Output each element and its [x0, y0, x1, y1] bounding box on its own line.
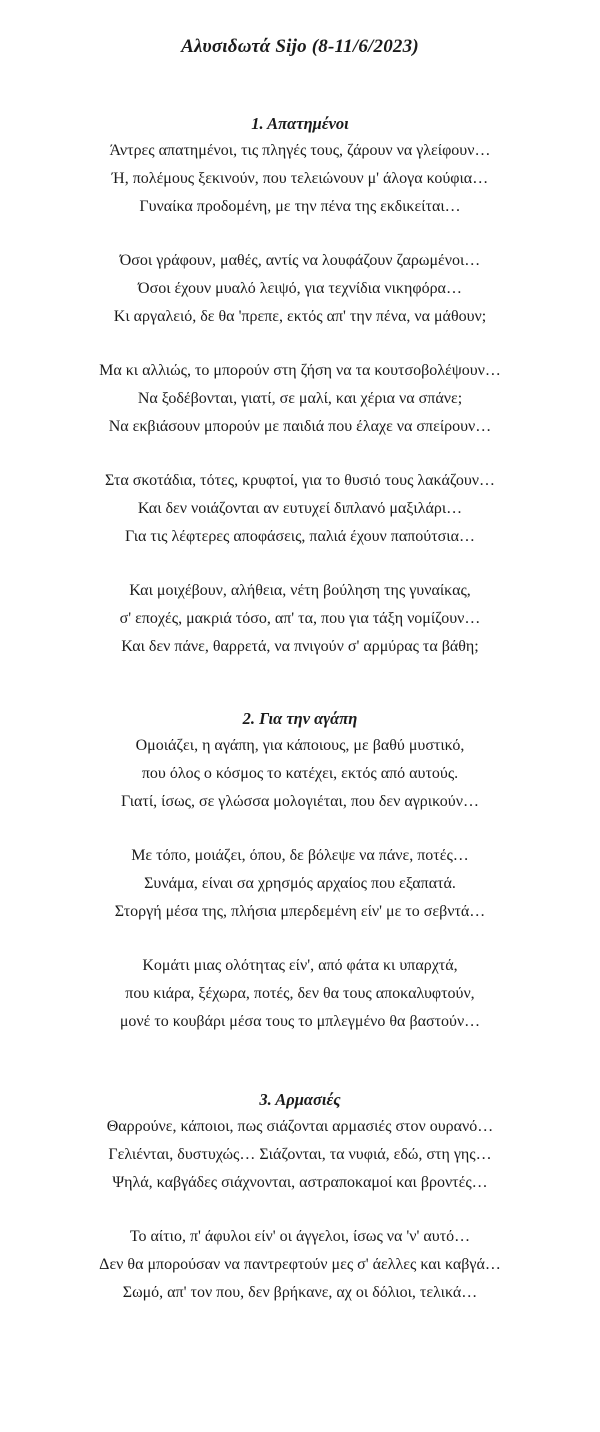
verse-line: Και μοιχέβουν, αλήθεια, νέτη βούληση της γυναίκας,	[129, 582, 471, 599]
poem-title: 1. Απατημένοι	[251, 114, 349, 133]
verse-line: Δεν θα μπορούσαν να παντρεφτούν μες σ' άελλες και καβγά…	[99, 1256, 501, 1273]
verse-line: Όσοι έχουν μυαλό λειψό, για τεχνίδια νικηφόρα…	[138, 280, 462, 297]
verse-line: Να ξοδέβονται, γιατί, σε μαλί, και χέρια να σπάνε;	[137, 390, 463, 407]
verse-line: Για τις λέφτερες αποφάσεις, παλιά έχουν παπούτσια…	[125, 528, 475, 545]
poem-section	[0, 705, 600, 1036]
verse-line: Να εκβιάσουν μπορούν με παιδιά που έλαχε να σπείρουν…	[108, 418, 492, 435]
verse-line: μονέ το κουβάρι μέσα τους το μπλεγμένο θα βαστούν…	[119, 1013, 481, 1030]
verse-line: σ' εποχές, μακριά τόσο, απ' τα, που για τάξη νομίζουν…	[119, 610, 481, 627]
stanza	[0, 247, 600, 331]
verse-line: Γιατί, ίσως, σε γλώσσα μολογιέται, που δεν αγρικούν…	[121, 793, 479, 810]
verse-line: Γελιένται, δυστυχώς… Σιάζονται, τα νυφιά, εδώ, στη γης…	[108, 1146, 492, 1163]
verse-line: Με τόπο, μοιάζει, όπου, δε βόλεψε να πάνε, ποτές…	[131, 847, 469, 864]
verse-line: που κιάρα, ξέχωρα, ποτές, δεν θα τους αποκαλυφτούν,	[125, 985, 475, 1002]
verse-line: Στοργή μέσα της, πλήσια μπερδεμένη είν' με το σεβντά…	[114, 903, 486, 920]
stanza	[0, 842, 600, 926]
verse-line: Και δεν νοιάζονται αν ευτυχεί διπλανό μαξιλάρι…	[137, 500, 463, 517]
verse-line: Κι αργαλειό, δε θα 'πρεπε, εκτός απ' την πένα, να μάθουν;	[113, 308, 487, 325]
poem-title: 2. Για την αγάπη	[242, 709, 358, 728]
verse-line: Ή, πολέμους ξεκινούν, που τελειώνουν μ' άλογα κούφια…	[111, 170, 489, 187]
stanza	[0, 137, 600, 221]
poem-section	[0, 1086, 600, 1307]
verse-line: Όσοι γράφουν, μαθές, αντίς να λουφάζουν ζαρωμένοι…	[119, 252, 481, 269]
verse-line: Συνάμα, είναι σα χρησμός αρχαίος που εξαπατά.	[144, 875, 456, 892]
poem-section	[0, 110, 600, 661]
verse-line: Το αίτιο, π' άφυλοι είν' οι άγγελοι, ίσως να 'ν' αυτό…	[129, 1228, 471, 1245]
verse-line: Θαρρούνε, κάποιοι, πως σιάζονται αρμασιές στον ουρανό…	[106, 1118, 494, 1135]
document-title: Αλυσιδωτά Sijo (8-11/6/2023)	[181, 36, 419, 57]
stanza	[0, 952, 600, 1036]
verse-line: Μα κι αλλιώς, το μπορούν στη ζήση να τα κουτσοβολέψουν…	[99, 362, 501, 379]
stanza	[0, 1113, 600, 1197]
stanza	[0, 357, 600, 441]
verse-line: Ομοιάζει, η αγάπη, για κάποιους, με βαθύ μυστικό,	[135, 737, 465, 754]
poem-title: 3. Αρμασιές	[259, 1090, 341, 1109]
stanza	[0, 1223, 600, 1307]
verse-line: που όλος ο κόσμος το κατέχει, εκτός από αυτούς.	[141, 765, 459, 782]
verse-line: Ψηλά, καβγάδες σιάχνονται, αστραποκαμοί και βροντές…	[112, 1174, 488, 1191]
stanza	[0, 467, 600, 551]
verse-line: Στα σκοτάδια, τότες, κρυφτοί, για το θυσιό τους λακάζουν…	[104, 472, 496, 489]
verse-line: Και δεν πάνε, θαρρετά, να πνιγούν σ' αρμύρας τα βάθη;	[121, 638, 479, 655]
verse-line: Γυναίκα προδομένη, με την πένα της εκδικείται…	[139, 198, 461, 215]
verse-line: Σωμό, απ' τον που, δεν βρήκανε, αχ οι δόλιοι, τελικά…	[122, 1284, 478, 1301]
verse-line: Κομάτι μιας ολότητας είν', από φάτα κι υπαρχτά,	[142, 957, 458, 974]
stanza	[0, 577, 600, 661]
stanza	[0, 732, 600, 816]
verse-line: Άντρες απατημένοι, τις πληγές τους, ζάρουν να γλείφουν…	[109, 142, 491, 159]
